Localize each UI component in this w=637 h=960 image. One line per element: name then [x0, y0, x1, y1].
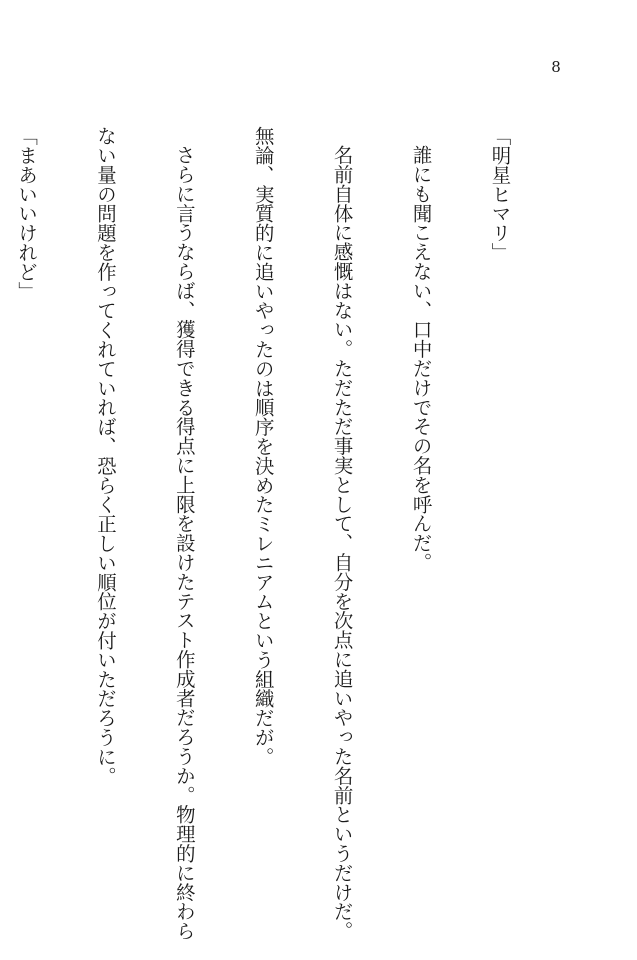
text-line-4: 無論、実質的に追いやったのは順序を決めたミレニアムという組織だが。: [251, 126, 275, 767]
text-line-2: 誰にも聞こえない、口中だけでその名を呼んだ。: [409, 145, 433, 573]
text-line-5: さらに言うならば、獲得できる得点に上限を設けたテスト作成者だろうか。物理的に終わら: [172, 145, 196, 941]
page-number: 8: [551, 58, 561, 76]
text-line-6: ない量の問題を作ってくれていれば、恐らく正しい順位が付いただろうに。: [93, 126, 117, 786]
text-line-1: 「明星ヒマリ」: [488, 126, 512, 262]
text-line-3: 名前自体に感慨はない。ただただ事実として、自分を次点に追いやった名前というだけだ。: [330, 145, 354, 941]
body-text: [0, 126, 565, 941]
text-line-7: 「まあいいけれど」: [15, 126, 39, 301]
